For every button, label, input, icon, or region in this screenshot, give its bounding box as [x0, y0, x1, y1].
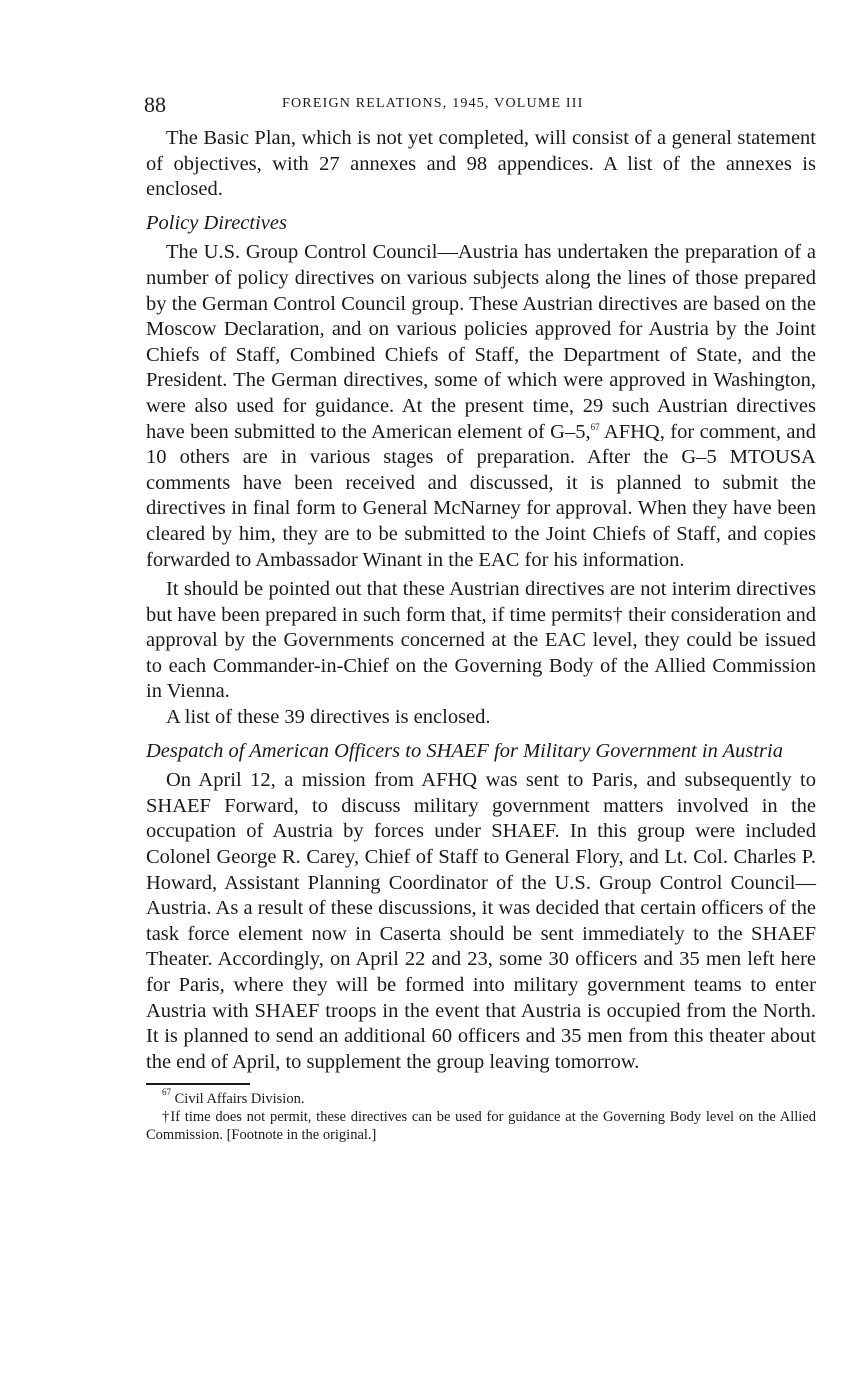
- footnote-rule: [146, 1083, 250, 1085]
- policy-paragraph-1-text-a: The U.S. Group Control Council—Austria has undertaken the preparation of a number of policy directives on various subjects along the lines of those prepared by the German Control Council group. These Austrian directives are based on the Moscow Declaration, and on various policies approved for Austria by the Joint Chiefs of Staff, Combined Chiefs of Staff, the Department of State, and the President. The German directives, some of which were approved in Washington, were also used for guidance. At the present time, 29 such Austrian directives have been submitted to the American element of G–5,: [146, 241, 816, 443]
- policy-paragraph-1: [146, 240, 816, 573]
- document-page: [146, 92, 816, 1144]
- footnote-67: [146, 1087, 816, 1108]
- footnote-dagger: †If time does not permit, these directives can be used for guidance at the Governing Body level on the Allied Commission. [Footnote in the original.]: [146, 1109, 816, 1144]
- policy-paragraph-3: A list of these 39 directives is enclosed.: [166, 706, 491, 729]
- policy-paragraph-2: [146, 577, 816, 705]
- policy-paragraph-1-text-b: AFHQ, for comment, and 10 others are in various stages of preparation. After the G–5 MTOUSA comments have been received and discussed, it is planned to submit the directives in final form to General McNarney for approval. When they have been cleared by him, they are to be submitted to the Joint Chiefs of Staff, and copies forwarded to Ambassador Winant in the EAC for his information.: [146, 420, 816, 571]
- footnote-ref-67: 67: [590, 421, 600, 432]
- despatch-paragraph: On April 12, a mission from AFHQ was sent to Paris, and subsequently to SHAEF Forward, to discuss military government matters involved in the occupation of Austria by forces under SHAEF. In this group were included Colonel George R. Carey, Chief of Staff to General Flory, and Lt. Col. Charles P. Howard, Assistant Planning Coordinator of the U.S. Group Control Council—Austria. As a result of these discussions, it was decided that certain officers of the task force element now in Caserta should be sent immediately to the SHAEF Theater. Accordingly, on April 22 and 23, some 30 officers and 35 men left here for Paris, where they will be formed into military government teams to enter Austria with SHAEF troops in the event that Austria is occupied from the North. It is planned to send an additional 60 officers and 35 men from this theater about the end of April, to supplement the group leaving tomorrow.: [146, 769, 816, 1073]
- intro-paragraph: The Basic Plan, which is not yet completed, will consist of a general statement of objectives, with 27 annexes and 98 appendices. A list of the annexes is enclosed.: [146, 127, 816, 201]
- footnote-67-marker: 67: [162, 1087, 171, 1098]
- page-number: 88: [144, 92, 166, 117]
- despatch-heading: Despatch of American Officers to SHAEF for Military Government in Austria: [146, 739, 783, 762]
- policy-directives-heading: Policy Directives: [146, 211, 287, 234]
- footnote-ref-dagger: †: [612, 603, 623, 626]
- running-header: [146, 92, 816, 120]
- policy-paragraph-2-text-b: their consideration and approval by the Governments concerned at the EAC level, they could be issued to each Commander-in-Chief on the Governing Body of the Allied Commission in Vienna.: [146, 603, 817, 703]
- footnote-67-text: Civil Affairs Division.: [171, 1091, 305, 1108]
- running-title: FOREIGN RELATIONS, 1945, VOLUME III: [282, 96, 584, 111]
- policy-paragraph-2-text-a: It should be pointed out that these Austrian directives are not interim directives but have been prepared in such form that, if time permits: [146, 578, 816, 626]
